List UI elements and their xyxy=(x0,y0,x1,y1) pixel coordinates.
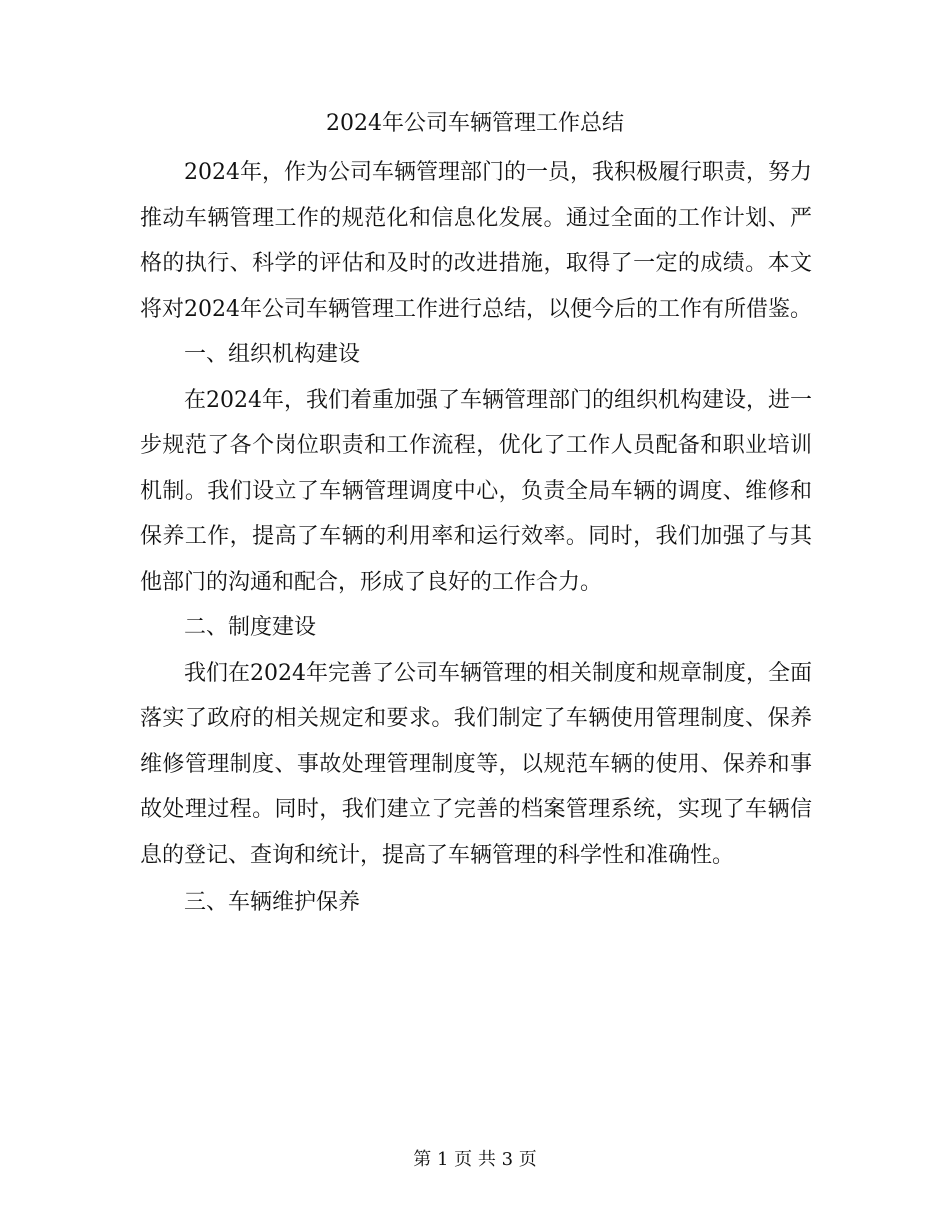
system-paragraph: 我们在2024年完善了公司车辆管理的相关制度和规章制度，全面落实了政府的相关规定和要求。我们制定了车辆使用管理制度、保养维修管理制度、事故处理管理制度等，以规范车辆的使用、保养和事故处理过程。同时，我们建立了完善的档案管理系统，实现了车辆信息的登记、查询和统计，提高了车辆管理的科学性和准确性。 xyxy=(140,660,812,868)
section-heading-system: 二、制度建设 xyxy=(184,615,317,640)
page-footer xyxy=(0,1146,950,1174)
document-title: 2024年公司车辆管理工作总结 xyxy=(326,111,624,136)
page-indicator: 第 1 页 共 3 页 xyxy=(413,1149,537,1170)
section-heading-organization: 一、组织机构建设 xyxy=(184,342,361,367)
section-heading-maintenance: 三、车辆维护保养 xyxy=(184,890,361,915)
document-body xyxy=(140,150,812,926)
intro-paragraph: 2024年，作为公司车辆管理部门的一员，我积极履行职责，努力推动车辆管理工作的规范化和信息化发展。通过全面的工作计划、严格的执行、科学的评估和及时的改进措施，取得了一定的成绩。本文将对2024年公司车辆管理工作进行总结，以便今后的工作有所借鉴。 xyxy=(140,160,812,322)
organization-paragraph: 在2024年，我们着重加强了车辆管理部门的组织机构建设，进一步规范了各个岗位职责和工作流程，优化了工作人员配备和职业培训机制。我们设立了车辆管理调度中心，负责全局车辆的调度、维修和保养工作，提高了车辆的利用率和运行效率。同时，我们加强了与其他部门的沟通和配合，形成了良好的工作合力。 xyxy=(140,387,812,595)
